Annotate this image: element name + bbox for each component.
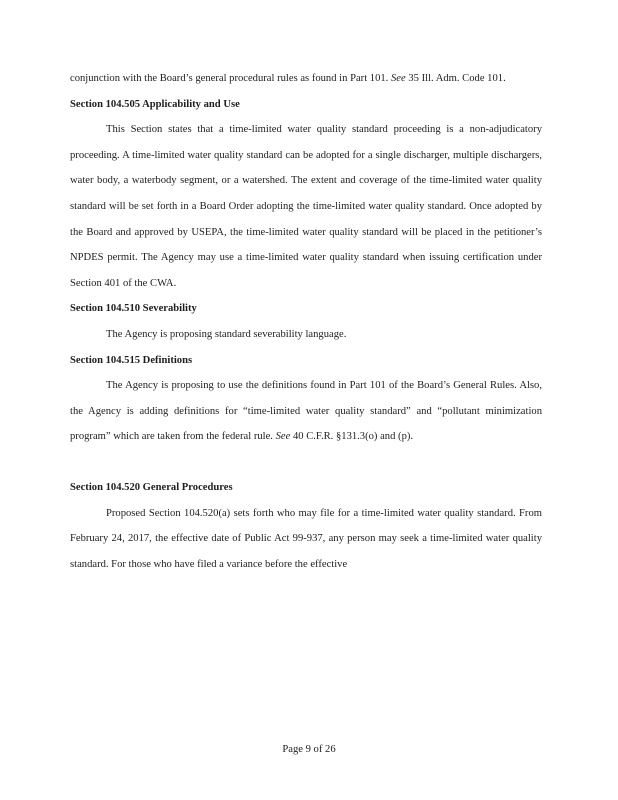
section-heading-104-515: Section 104.515 Definitions bbox=[70, 354, 193, 366]
section-heading-104-505: Section 104.505 Applicability and Use bbox=[70, 98, 240, 110]
intro-text-b: 35 Ill. Adm. Code 101. bbox=[405, 73, 506, 84]
section-body-104-510: The Agency is proposing standard severability language. bbox=[106, 328, 347, 340]
definitions-text-b: 40 C.F.R. §131.3(o) and (p). bbox=[290, 431, 414, 443]
section-body-104-515 bbox=[70, 373, 542, 450]
section-body-104-505: This Section states that a time-limited water quality standard proceeding is a non-adjudicatory proceeding. A time-limited water quality standard can be adopted for a single discharger, multiple dischargers, water body, a waterbody segment, or a watershed. The extent and coverage of the time-limited water quality standard will be set forth in a Board Order adopting the time-limited water quality standard. Once adopted by the Board and approved by USEPA, the time-limited water quality standard will be placed in the petitioner’s NPDES permit. The Agency may use a time-limited water quality standard when issuing certification under Section 401 of the CWA. bbox=[70, 124, 542, 289]
page-number: Page 9 of 26 bbox=[282, 744, 336, 755]
page-content bbox=[70, 66, 542, 577]
definitions-text-a: The Agency is proposing to use the definitions found in Part 101 of the Board’s General Rules. Also, the Agency is adding definitions for “time-limited water quality standard” and “pollutant minimization program” which are taken from the federal rule. bbox=[70, 380, 542, 443]
section-heading-104-520: Section 104.520 General Procedures bbox=[70, 481, 233, 493]
intro-text-a: conjunction with the Board’s general procedural rules as found in Part 101. bbox=[70, 73, 391, 84]
intro-paragraph bbox=[70, 66, 542, 92]
definitions-see: See bbox=[275, 431, 291, 443]
section-body-104-520: Proposed Section 104.520(a) sets forth who may file for a time-limited water quality standard. From February 24, 2017, the effective date of Public Act 99-937, any person may seek a time-limited water quality standard. For those who have filed a variance before the effective bbox=[70, 507, 542, 570]
section-heading-104-510: Section 104.510 Severability bbox=[70, 303, 197, 315]
intro-see: See bbox=[390, 73, 406, 84]
